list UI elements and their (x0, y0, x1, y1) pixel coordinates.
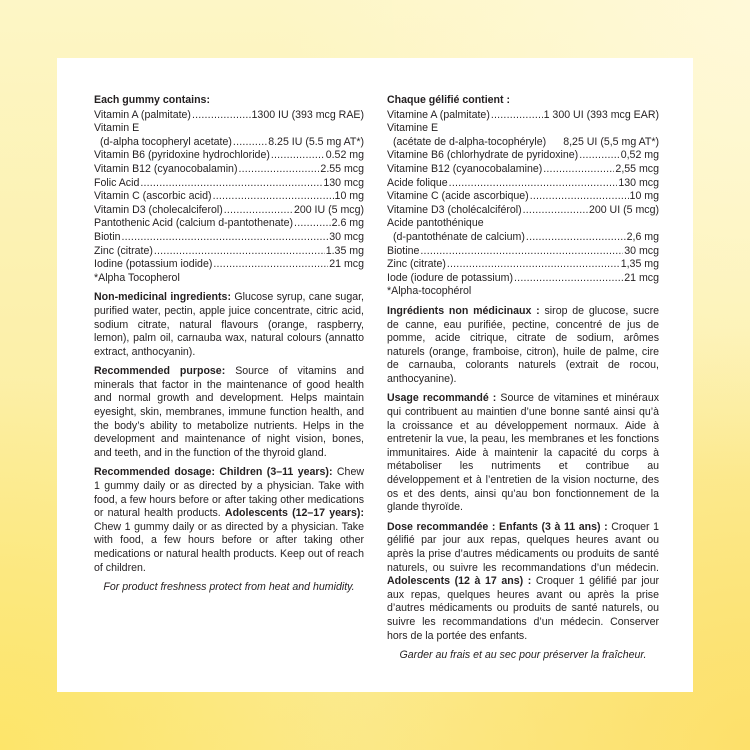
en-ingredient-value: 2.6 mg (331, 217, 364, 230)
en-storage-note: For product freshness protect from heat and humidity. (103, 581, 355, 594)
en-ingredient-row (94, 136, 364, 150)
en-ingredient-row (94, 204, 364, 218)
en-ingredient-row (94, 231, 364, 245)
fr-ingredient-row (387, 109, 659, 123)
en-ingredient-value: 21 mcg (329, 258, 364, 271)
fr-ingredient-value: 2,6 mg (626, 230, 659, 243)
fr-ingredient-label: Acide folique (387, 176, 448, 189)
fr-ingredient-value: 30 mcg (624, 244, 659, 257)
leader-dots (122, 231, 329, 245)
fr-ingredient-label: Vitamine B12 (cyanocobalamine) (387, 162, 543, 175)
fr-ingredient-label: Vitamine B6 (chlorhydrate de pyridoxine) (387, 149, 579, 162)
leader-dots (271, 149, 325, 163)
en-ingredient-value: 10 mg (334, 190, 364, 203)
leader-dots (523, 204, 588, 218)
fr-ingredient-row (387, 231, 659, 245)
en-ingredient-row (94, 177, 364, 191)
en-dosage-text-adolescents: Chew 1 gummy daily or as directed by a physician. Take with food, a few hours before or after taking other medications or natural health products. Keep out of reach of children. (94, 520, 364, 574)
en-ingredient-value: 1.35 mg (325, 244, 364, 257)
fr-purpose-title: Usage recommandé : (387, 392, 497, 405)
fr-ingredient-label: Iode (iodure de potassium) (387, 271, 514, 284)
en-ingredient-row (94, 217, 364, 231)
leader-dots (213, 190, 334, 204)
fr-dosage-adolescents-title: Adolescents (12 à 17 ans) : (387, 575, 532, 588)
fr-storage-note: Garder au frais et au sec pour préserver la fraîcheur. (399, 649, 647, 662)
en-ingredient-row (94, 245, 364, 259)
fr-ingredient-label: Acide pantothénique (387, 217, 484, 230)
leader-dots (530, 190, 629, 204)
leader-dots (526, 231, 626, 245)
en-ingredient-value: 2.55 mcg (320, 162, 364, 175)
en-purpose-text: Source of vitamins and minerals that factor in the maintenance of good health and normal growth and development. Helps maintain eyesight, skin, membranes, immune function health, and the body’s ability to metabolize nutrients. Helps in the development and maintenance of night vision, bones, and teeth, and in the function of the thyroid gland. (94, 365, 365, 459)
leader-dots (514, 272, 623, 286)
en-ingredient-row (94, 258, 364, 272)
fr-heading: Chaque gélifié contient : (387, 94, 511, 106)
leader-dots (420, 245, 623, 259)
fr-ingredient-value: 1 300 UI (393 mcg EAR) (543, 108, 659, 121)
fr-ingredient-value: 8,25 UI (5,5 mg AT*) (563, 135, 659, 148)
en-ingredient-label: Vitamin E (94, 122, 140, 135)
fr-ingredient-label: (acétate de d-alpha-tocophéryle) (393, 135, 547, 148)
en-ingredient-label: Biotin (94, 230, 121, 243)
en-nonmed-title: Non-medicinal ingredients: (94, 291, 231, 304)
en-ingredient-row (94, 149, 364, 163)
en-purpose-title: Recommended purpose: (94, 365, 226, 378)
en-ingredient-row (94, 109, 364, 123)
en-ingredient-label: Vitamin B6 (pyridoxine hydrochloride) (94, 149, 270, 162)
fr-ingredient-row (387, 136, 659, 150)
fr-ingredient-row (387, 122, 659, 136)
leader-dots (192, 109, 251, 123)
en-ingredient-label: Vitamin C (ascorbic acid) (94, 190, 212, 203)
en-ingredient-label: Iodine (potassium iodide) (94, 258, 213, 271)
leader-dots (491, 109, 543, 123)
fr-nonmedicinal (387, 305, 659, 387)
en-footnote: *Alpha Tocopherol (94, 271, 180, 284)
fr-dosage-text-adolescents: Croquer 1 gélifié par jour aux repas, quelques heures avant ou après la prise d’autres médicaments ou produits de santé naturels, ou suivre les recommandations d’un médecin. Conserver hors de la portée des enfants. (387, 575, 659, 642)
fr-nonmed-title: Ingrédients non médicinaux : (387, 304, 540, 317)
en-ingredient-label: Vitamin A (palmitate) (94, 108, 191, 121)
en-ingredient-label: Vitamin D3 (cholecalciferol) (94, 203, 223, 216)
french-column (387, 94, 659, 663)
en-dosage-text-children: Chew 1 gummy daily or as directed by a physician. Take with food, a few hours before or after taking other medications or natural health products. (94, 466, 364, 520)
fr-ingredient-label: (d-pantothénate de calcium) (393, 230, 525, 243)
fr-ingredient-row (387, 163, 659, 177)
leader-dots (543, 163, 614, 177)
en-ingredient-value: 1300 IU (393 mcg RAE) (251, 108, 364, 121)
leader-dots (140, 177, 322, 191)
fr-ingredient-value: 0,52 mg (620, 149, 659, 162)
en-ingredient-row (94, 163, 364, 177)
fr-purpose (387, 392, 659, 514)
en-ingredient-label: Pantothenic Acid (calcium d-pantothenate) (94, 217, 294, 230)
fr-ingredient-label: Vitamine D3 (cholécalciférol) (387, 203, 522, 216)
fr-ingredient-row (387, 258, 659, 272)
fr-ingredient-label: Biotine (387, 244, 420, 257)
en-dosage-adolescents-title: Adolescents (12–17 years): (224, 507, 364, 520)
leader-dots (233, 136, 267, 150)
fr-dosage-title: Dose recommandée : Enfants (3 à 11 ans) : (387, 520, 608, 533)
fr-ingredient-value: 2,55 mcg (615, 162, 659, 175)
fr-ingredient-label: Zinc (citrate) (387, 258, 446, 271)
en-ingredient-list (94, 109, 364, 272)
en-nonmed-text: Glucose syrup, cane sugar, purified water, pectin, apple juice concentrate, citric acid, sodium citrate, natural flavours (orange, raspberry, lemon), palm oil, carnauba wax, natural colours (annatto extract, anthocyanin). (94, 291, 364, 358)
leader-dots (154, 245, 325, 259)
fr-footnote: *Alpha-tocophérol (387, 285, 472, 298)
fr-purpose-text: Source de vitamines et minéraux qui contribuent au maintien d’une bonne santé ainsi qu’à la croissance et au développement normaux. Aide à entretenir la vue, la peau, les membranes et les fonctions immunitaires. Aide à maintenir la capacité du corps à métaboliser les nutriments et contribue au développement et à l’entretien de la vision nocturne, des os et des dents, ainsi qu’au bon fonctionnement de la glande thyroïde. (387, 392, 660, 514)
fr-ingredient-row (387, 217, 659, 231)
en-nonmedicinal (94, 291, 364, 359)
fr-ingredient-value: 21 mcg (624, 271, 659, 284)
en-ingredient-label: Folic Acid (94, 176, 140, 189)
english-column (94, 94, 364, 595)
leader-dots (224, 204, 293, 218)
en-ingredient-row (94, 122, 364, 136)
fr-ingredient-row (387, 272, 659, 286)
en-ingredient-row (94, 190, 364, 204)
fr-ingredient-list (387, 109, 659, 286)
leader-dots (449, 177, 618, 191)
fr-ingredient-row (387, 204, 659, 218)
fr-ingredient-value: 130 mcg (618, 176, 659, 189)
en-ingredient-label: Zinc (citrate) (94, 244, 153, 257)
label-panel (57, 58, 693, 692)
leader-dots (579, 149, 620, 163)
en-ingredient-value: 8.25 IU (5.5 mg AT*) (268, 135, 364, 148)
fr-ingredient-label: Vitamine A (palmitate) (387, 108, 490, 121)
fr-ingredient-value: 10 mg (629, 190, 659, 203)
en-ingredient-value: 200 IU (5 mcg) (293, 203, 364, 216)
en-heading: Each gummy contains: (94, 94, 210, 106)
fr-dosage-text-children: Croquer 1 gélifié par jour aux repas, quelques heures avant ou après la prise d’autres médicaments ou produits de santé naturels, ou suivre les recommandations d’un médecin. (387, 520, 659, 574)
fr-ingredient-row (387, 245, 659, 259)
en-dosage (94, 466, 364, 575)
fr-ingredient-row (387, 190, 659, 204)
leader-dots (294, 217, 331, 231)
leader-dots (238, 163, 319, 177)
fr-nonmed-text: sirop de glucose, sucre de canne, eau purifiée, pectine, concentré de jus de pomme, acide citrique, citrate de sodium, arômes naturels (orange, framboise, citron), huile de palme, cire de carnauba, colorants naturels (extrait de rocou, anthocyanine). (387, 304, 660, 385)
en-ingredient-label: (d-alpha tocopheryl acetate) (100, 135, 232, 148)
en-ingredient-value: 30 mcg (329, 230, 364, 243)
fr-ingredient-value: 200 UI (5 mcg) (588, 203, 659, 216)
leader-dots (213, 258, 328, 272)
fr-ingredient-label: Vitamine C (acide ascorbique) (387, 190, 529, 203)
fr-ingredient-row (387, 177, 659, 191)
fr-dosage (387, 521, 659, 643)
en-ingredient-label: Vitamin B12 (cyanocobalamin) (94, 162, 238, 175)
fr-ingredient-label: Vitamine E (387, 122, 439, 135)
en-dosage-title: Recommended dosage: Children (3–11 years): (94, 466, 333, 479)
fr-ingredient-row (387, 149, 659, 163)
en-purpose (94, 365, 364, 460)
leader-dots (447, 258, 620, 272)
en-ingredient-value: 130 mcg (323, 176, 364, 189)
en-ingredient-value: 0.52 mg (325, 149, 364, 162)
fr-ingredient-value: 1,35 mg (620, 258, 659, 271)
